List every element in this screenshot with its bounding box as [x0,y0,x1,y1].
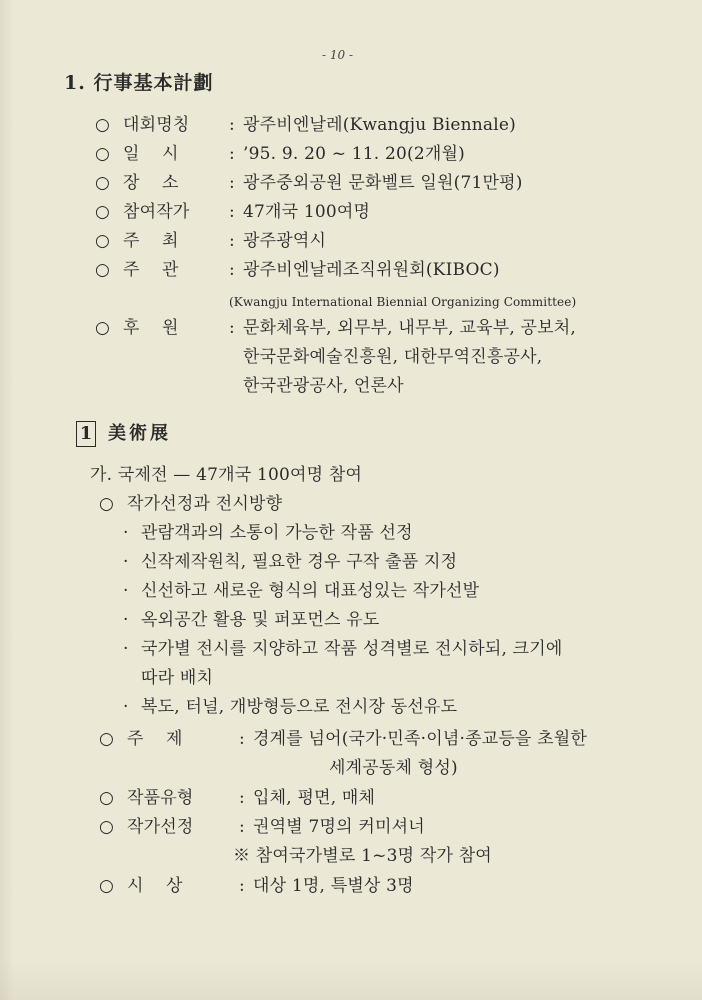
dot-bullet-icon: · [123,697,129,717]
selection-heading [99,493,282,515]
circle-bullet-icon: ○ [95,173,111,193]
circle-bullet-icon: ○ [99,876,115,896]
overview-value: 광주광역시 [243,231,327,251]
theme-continued: 세계공동체 형성) [329,758,458,778]
colon: : [239,729,245,749]
section-heading [76,421,171,447]
colon: : [239,817,245,837]
colon: : [229,260,235,280]
overview-value: 문화체육부, 외무부, 내무부, 교육부, 공보처, [243,318,577,338]
dot-bullet-icon: · [123,610,129,630]
overview-label: 장 소 [123,173,179,193]
artist-label: 작가선정 [127,817,194,837]
dot-bullet-icon: · [123,581,129,601]
overview-item-period [95,143,465,165]
overview-value: 광주비엔날레조직위원회(KIBOC) [243,260,500,280]
circle-bullet-icon: ○ [95,115,111,135]
overview-item-name [95,114,516,136]
overview-value: 47개국 100여명 [243,202,371,222]
bullet-text: 관람객과의 소통이 가능한 작품 선정 [141,523,413,543]
overview-value: ’95. 9. 20 ~ 11. 20(2개월) [243,144,465,164]
type-value: 입체, 평면, 매체 [253,788,376,808]
colon: : [229,231,235,251]
circle-bullet-icon: ○ [95,144,111,164]
bullet-text: 옥외공간 활용 및 퍼포먼스 유도 [141,610,380,630]
artist-selection-item [99,816,425,838]
colon: : [239,876,245,896]
overview-label: 주 관 [123,260,179,280]
circle-bullet-icon: ○ [95,318,111,338]
selection-title: 작가선정과 전시방향 [127,494,283,514]
circle-bullet-icon: ○ [99,788,115,808]
sponsor-continued-1: 한국문화예술진흥원, 대한무역진흥공사, [243,347,543,367]
bullet-item [123,580,479,602]
overview-label: 주 최 [123,231,179,251]
bullet-continued: 따라 배치 [141,668,214,688]
overview-label: 일 시 [123,144,179,164]
award-label: 시 상 [127,876,183,896]
colon: : [229,115,235,135]
overview-label: 대회명칭 [123,115,190,135]
section-number-box: 1 [76,421,96,447]
type-label: 작품유형 [127,788,194,808]
artist-value: 권역별 7명의 커미셔너 [253,817,425,837]
organizer-english-name: (Kwangju International Biennial Organizing Committee) [229,295,577,309]
overview-label: 참여작가 [123,202,190,222]
theme-label: 주 제 [127,729,183,749]
award-value: 대상 1명, 특별상 3명 [253,876,414,896]
bullet-item [123,696,457,718]
overview-item-sponsor [95,317,576,339]
colon: : [229,318,235,338]
bullet-text: 국가별 전시를 지양하고 작품 성격별로 전시하되, 크기에 [141,639,563,659]
bullet-text: 신선하고 새로운 형식의 대표성있는 작가선발 [141,581,480,601]
overview-item-venue [95,172,523,194]
overview-item-artists [95,201,370,223]
page-number: - 10 - [322,48,354,62]
overview-value: 광주비엔날레(Kwangju Biennale) [243,115,516,135]
circle-bullet-icon: ○ [99,817,115,837]
section-title: 美術展 [108,423,171,444]
main-heading: 1. 行事基本計劃 [64,72,214,94]
colon: : [229,173,235,193]
dot-bullet-icon: · [123,639,129,659]
circle-bullet-icon: ○ [99,494,115,514]
artwork-type-item [99,787,375,809]
colon: : [239,788,245,808]
overview-item-host [95,230,326,252]
award-item [99,875,414,897]
participation-note: ※ 참여국가별로 1~3명 작가 참여 [233,846,492,866]
bullet-text: 신작제작원칙, 필요한 경우 구작 출품 지정 [141,552,458,572]
circle-bullet-icon: ○ [95,231,111,251]
bullet-text: 복도, 터널, 개방형등으로 전시장 동선유도 [141,697,458,717]
circle-bullet-icon: ○ [95,260,111,280]
overview-item-organizer [95,259,500,281]
bullet-item [123,609,380,631]
circle-bullet-icon: ○ [95,202,111,222]
dot-bullet-icon: · [123,552,129,572]
subsection-international: 가. 국제전 — 47개국 100여명 참여 [90,465,363,485]
bullet-item [123,638,563,660]
sponsor-continued-2: 한국관광공사, 언론사 [243,376,404,396]
circle-bullet-icon: ○ [99,729,115,749]
bullet-item [123,551,457,573]
dot-bullet-icon: · [123,523,129,543]
overview-value: 광주중외공원 문화벨트 일원(71만평) [243,173,523,193]
theme-value: 경계를 넘어(국가·민족·이념·종교등을 초월한 [253,729,588,749]
bullet-item [123,522,413,544]
theme-item [99,728,587,750]
colon: : [229,144,235,164]
colon: : [229,202,235,222]
overview-label: 후 원 [123,318,179,338]
